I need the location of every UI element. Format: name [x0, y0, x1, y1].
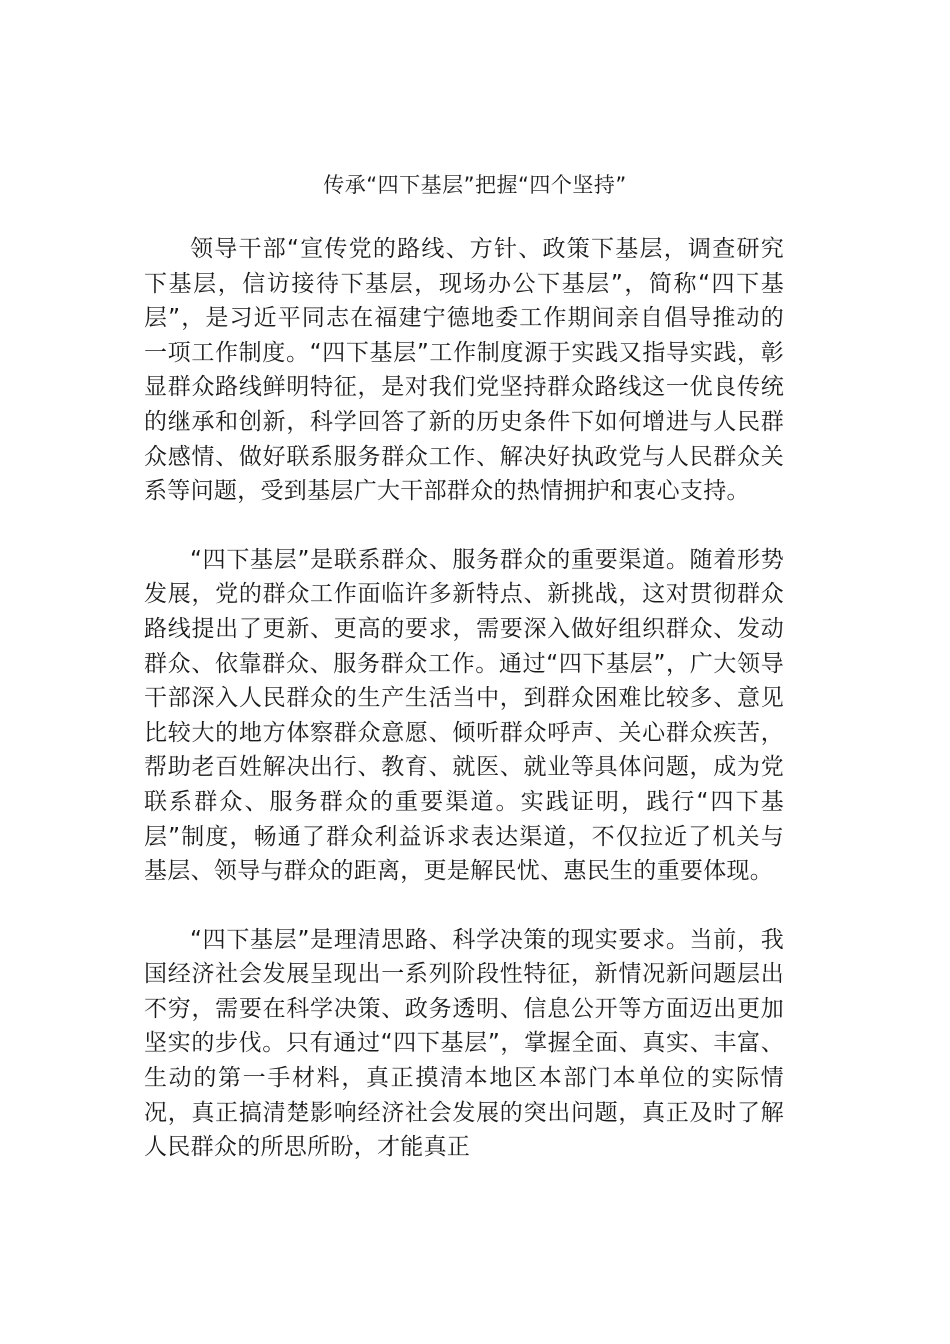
paragraph-3: “四下基层”是理清思路、科学决策的现实要求。当前，我国经济社会发展呈现出一系列阶段性特征，新情况新问题层出不穷，需要在科学决策、政务透明、信息公开等方面迈出更加坚实的步伐。只有通过“四下基层”，掌握全面、真实、丰富、生动的第一手材料，真正摸清本地区本部门本单位的实际情况，真正搞清楚影响经济社会发展的突出问题，真正及时了解人民群众的所思所盼，才能真正 [144, 926, 784, 1161]
paragraph-2: “四下基层”是联系群众、服务群众的重要渠道。随着形势发展，党的群众工作面临许多新特点、新挑战，这对贯彻群众路线提出了更新、更高的要求，需要深入做好组织群众、发动群众、依靠群众、服务群众工作。通过“四下基层”，广大领导干部深入人民群众的生产生活当中，到群众困难比较多、意见比较大的地方体察群众意愿、倾听群众呼声、关心群众疾苦，帮助老百姓解决出行、教育、就医、就业等具体问题，成为党联系群众、服务群众的重要渠道。实践证明，践行“四下基层”制度，畅通了群众利益诉求表达渠道，不仅拉近了机关与基层、领导与群众的距离，更是解民忧、惠民生的重要体现。 [144, 546, 784, 885]
document-title: 传承“四下基层”把握“四个坚持” [323, 173, 627, 197]
document-body [144, 232, 784, 1199]
paragraph-1: 领导干部“宣传党的路线、方针、政策下基层，调查研究下基层，信访接待下基层，现场办公下基层”，简称“四下基层”，是习近平同志在福建宁德地委工作期间亲自倡导推动的一项工作制度。“四下基层”工作制度源于实践又指导实践，彰显群众路线鲜明特征，是对我们党坚持群众路线这一优良传统的继承和创新，科学回答了新的历史条件下如何增进与人民群众感情、做好联系服务群众工作、解决好执政党与人民群众关系等问题，受到基层广大干部群众的热情拥护和衷心支持。 [144, 236, 784, 505]
